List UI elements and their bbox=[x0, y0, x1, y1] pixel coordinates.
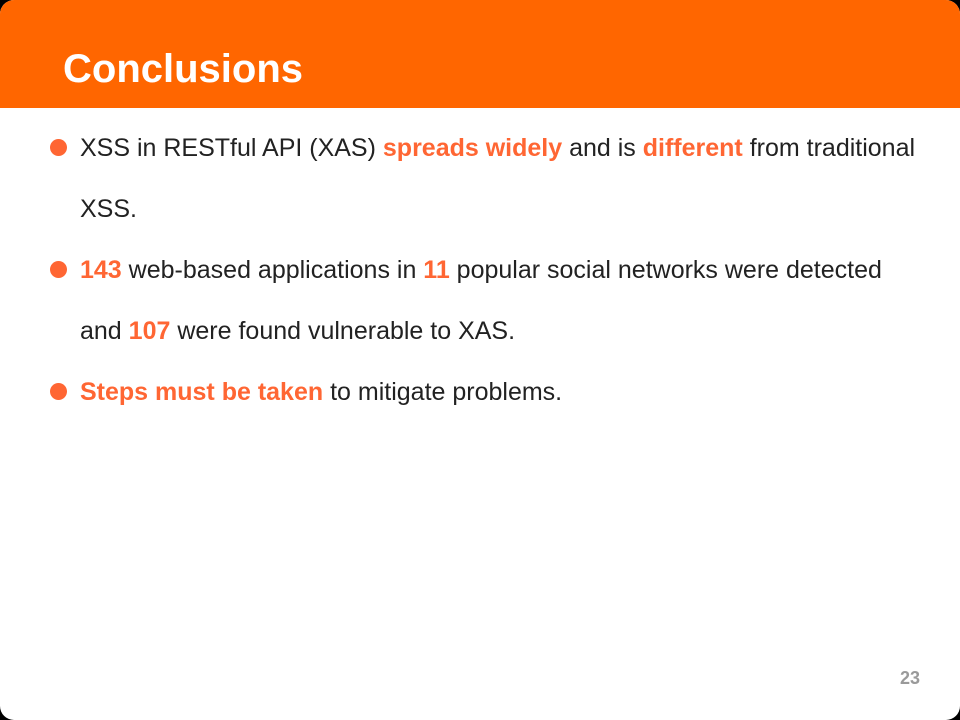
bullet-segment: to mitigate problems. bbox=[323, 378, 563, 406]
bullet-dot-icon bbox=[50, 383, 67, 400]
bullet-segment: from traditional XSS. bbox=[80, 134, 916, 223]
bullet-item bbox=[50, 118, 930, 240]
bullet-highlight: Steps must be taken bbox=[80, 378, 324, 406]
bullet-text bbox=[80, 134, 915, 223]
bullet-segment: popular social networks were detected and bbox=[80, 256, 882, 345]
bullet-highlight: 107 bbox=[128, 317, 171, 345]
bullet-highlight: different bbox=[642, 134, 743, 162]
page-number: 23 bbox=[899, 668, 920, 688]
bullet-text bbox=[80, 378, 562, 406]
bullet-dot-icon bbox=[50, 261, 67, 278]
title-bar bbox=[0, 0, 960, 108]
bullet-segment: were found vulnerable to XAS. bbox=[170, 317, 516, 345]
bullet-list bbox=[50, 118, 930, 423]
bullet-segment: web-based applications in bbox=[121, 256, 424, 284]
bullet-dot-icon bbox=[50, 139, 67, 156]
bullet-highlight: spreads widely bbox=[382, 134, 563, 162]
bullet-item bbox=[50, 362, 930, 423]
bullet-highlight: 11 bbox=[423, 256, 450, 284]
bullet-item bbox=[50, 240, 930, 362]
slide-title: Conclusions bbox=[63, 47, 304, 91]
bullet-segment: and is bbox=[562, 134, 643, 162]
bullet-text bbox=[80, 256, 882, 345]
bullet-segment: XSS in RESTful API (XAS) bbox=[80, 134, 383, 162]
bullet-highlight: 143 bbox=[80, 256, 122, 284]
